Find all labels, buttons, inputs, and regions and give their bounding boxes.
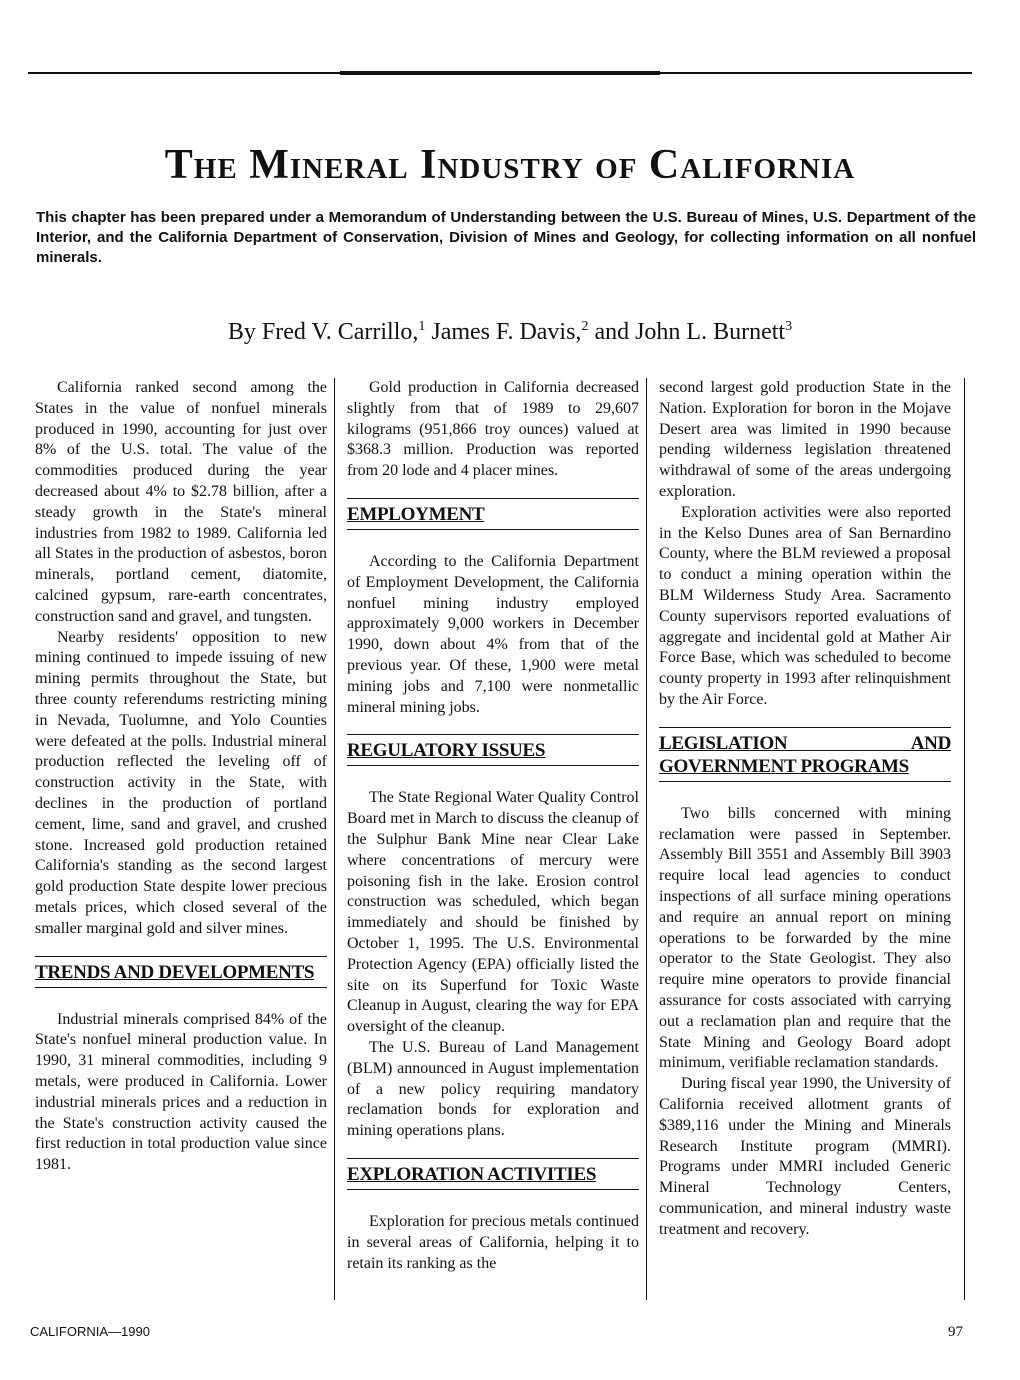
- byline-author-3: and John L. Burnett: [588, 319, 786, 345]
- column-2: [347, 378, 639, 1274]
- paragraph-bills: Two bills concerned with mining reclamation were passed in September. Assembly Bill 3551 and Assembly Bill 3903 require local lead agencies to conduct inspections of all surface mining operations and require an annual report on mining operations to be forwarded by the mine operator to the State Geologist. They also require mine operators to provide financial assurance for costs associated with carrying out a reclamation plan and require that the State Mining and Geology Board adopt minimum, verifiable reclamation standards.: [659, 804, 951, 1072]
- column-3: [659, 378, 951, 1240]
- byline: [0, 312, 1020, 347]
- paragraph-kelso-dunes: Exploration activities were also reported in the Kelso Dunes area of San Bernardino County, where the BLM reviewed a proposal to conduct a mining operation within the BLM Wilderness Study Area. Sacramento County supervisors reported evaluations of aggregate and incidental gold at Mather Air Force Base, which was scheduled to become county property in 1993 after relinquishment by the Air Force.: [659, 503, 951, 708]
- paragraph-exploration: Exploration for precious metals continued in several areas of California, helping it to retain its ranking as the: [347, 1212, 639, 1272]
- section-heading-text: REGULATORY ISSUES: [347, 740, 546, 762]
- byline-author-1: By Fred V. Carrillo,: [227, 319, 419, 345]
- paragraph-gold: Gold production in California decreased slightly from that of 1989 to 29,607 kilograms (951,866 troy ounces) valued at $368.3 million. Production was reported from 20 lode and 4 placer mines.: [347, 379, 639, 480]
- paragraph-trends: Industrial minerals comprised 84% of the State's nonfuel mineral production value. In 1990, 31 mineral commodities, including 9 metals, were produced in California. Lower industrial minerals prices and a reduction in the State's construction activity caused the first reduction in total production value since 1981.: [35, 1010, 327, 1174]
- footnote-ref-2: 2: [581, 319, 589, 334]
- section-heading-text: TRENDS AND DEVELOPMENTS: [35, 961, 315, 983]
- column-divider: [964, 378, 965, 1300]
- section-heading-employment: [347, 498, 639, 530]
- section-heading-regulatory: [347, 734, 639, 766]
- column-1: [35, 378, 327, 1176]
- footer-running-head: CALIFORNIA—1990: [30, 1324, 150, 1339]
- footnote-ref-3: 3: [785, 319, 793, 334]
- paragraph-overview: California ranked second among the States in the value of nonfuel minerals produced in 1990, accounting for just over 8% of the U.S. total. The value of the commodities produced during the year decreased about 4% to $2.78 billion, after a steady growth in the State's mineral industries from 1982 to 1989. California led all States in the production of asbestos, boron minerals, portland cement, diatomite, calcined gypsum, rare-earth concentrates, construction sand and gravel, and tungsten.: [35, 379, 327, 625]
- section-heading-trends: [35, 956, 327, 988]
- byline-author-2: James F. Davis,: [425, 319, 582, 345]
- paragraph-employment: According to the California Department of Employment Development, the California nonfuel mining industry employed approximately 9,000 workers in December 1990, down about 4% from that of the previous year. Of these, 1,900 were metal mining jobs and 7,100 were nonmetallic mineral mining jobs.: [347, 552, 639, 716]
- paragraph-mmri: During fiscal year 1990, the University of California received allotment grants of $389,116 under the Mining and Minerals Research Institute program (MMRI). Programs under MMRI included Generic Mineral Technology Centers, communication, and mineral industry waste treatment and recovery.: [659, 1075, 951, 1238]
- section-heading-text: LEGISLATION AND GOVERNMENT PROGRAMS: [659, 732, 951, 777]
- section-heading-text: EMPLOYMENT: [347, 503, 485, 525]
- section-heading-legislation: [659, 727, 951, 782]
- paragraph-exploration-cont: second largest gold production State in the Nation. Exploration for boron in the Mojave Desert area was limited in 1990 because pending wilderness legislation threatened withdrawal of some of the areas undergoing exploration.: [659, 379, 951, 500]
- paragraph-blm: The U.S. Bureau of Land Management (BLM) announced in August implementation of a new policy requiring mandatory reclamation bonds for exploration and mining operations plans.: [347, 1038, 639, 1140]
- column-divider: [646, 378, 647, 1300]
- paragraph-water-board: The State Regional Water Quality Control Board met in March to discuss the cleanup of the Sulphur Bank Mine near Clear Lake where concentrations of mercury were poisoning fish in the lake. Erosion control construction was scheduled, which began immediately and should be finished by October 1, 1995. The U.S. Environmental Protection Agency (EPA) officially listed the site on its Superfund for Toxic Waste Cleanup in August, clearing the way for EPA oversight of the cleanup.: [347, 789, 639, 1036]
- section-heading-exploration: [347, 1158, 639, 1190]
- page-number: 97: [948, 1324, 963, 1340]
- page-title: The Mineral Industry of California: [164, 142, 856, 188]
- paragraph-opposition: Nearby residents' opposition to new mining continued to impede issuing of new mining permits throughout the State, but three county referendums restricting mining in Nevada, Tuolumne, and Yolo Counties were defeated at the polls. Industrial mineral production reflected the leveling off of construction activity in the State, with declines in the production of portland cement, lime, sand and gravel, and crushed stone. Increased gold production retained California's standing as the second largest gold production State despite lower precious metals prices, which closed several of the smaller marginal gold and silver mines.: [35, 628, 327, 937]
- top-rule-accent: [340, 71, 660, 75]
- section-heading-text: EXPLORATION ACTIVITIES: [347, 1163, 597, 1185]
- intro-paragraph: This chapter has been prepared under a Memorandum of Understanding between the U.S. Bureau of Mines, U.S. Department of the Interior, and the California Department of Conservation, Division of Mines and Geology, for collecting information on all nonfuel minerals.: [36, 209, 976, 266]
- footnote-ref-1: 1: [418, 319, 426, 334]
- body-columns: [0, 378, 1020, 1300]
- column-divider: [334, 378, 335, 1300]
